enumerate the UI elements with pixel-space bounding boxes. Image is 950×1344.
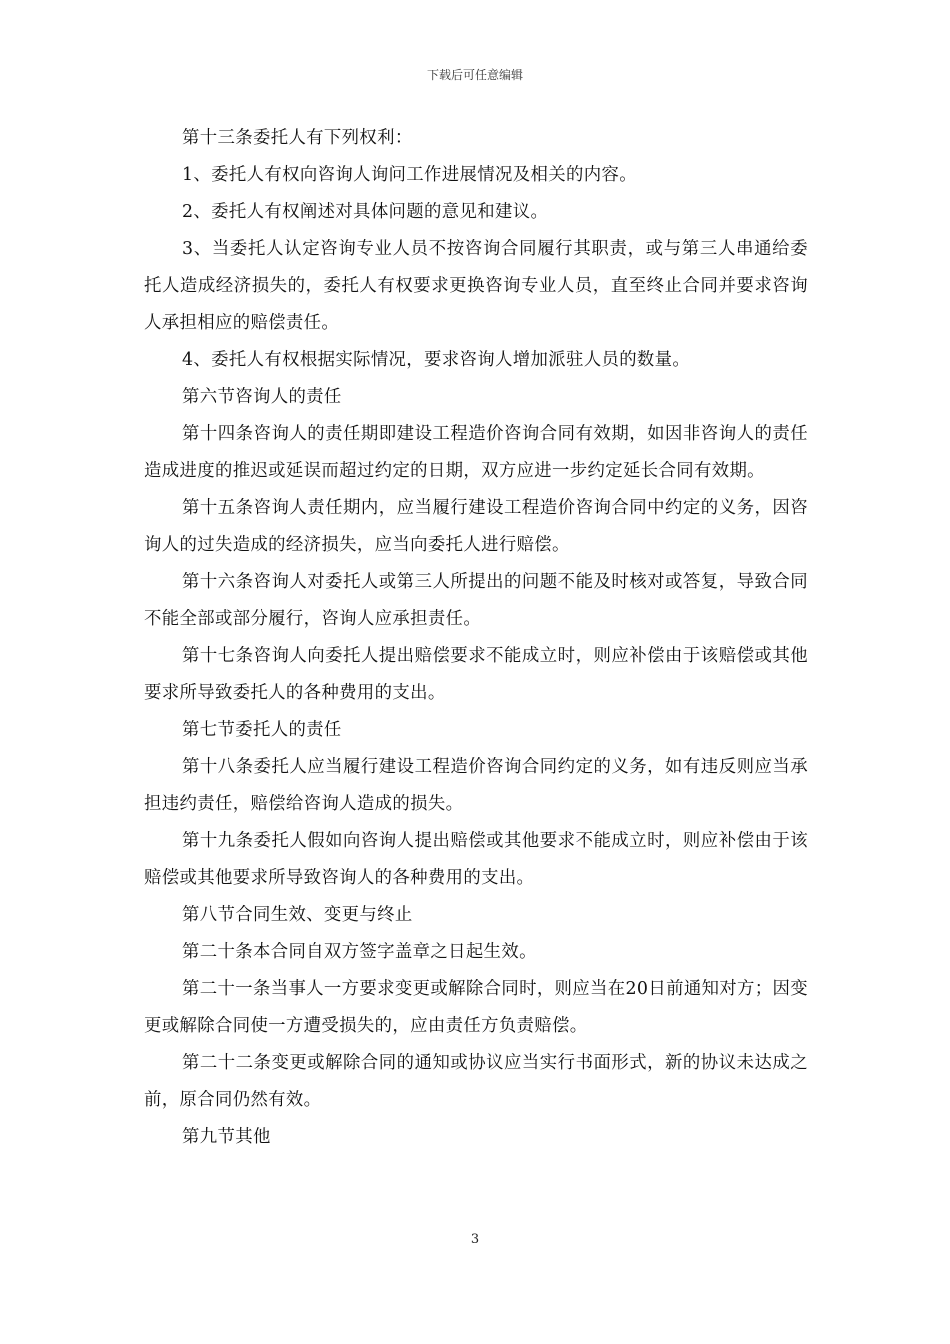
document-body [144,120,808,1156]
clause-13-heading: 第十三条委托人有下列权利： [182,128,413,148]
page-number: 3 [470,1232,480,1247]
page-header: 下载后可任意编辑 [426,68,523,82]
clause-14: 第十四条咨询人的责任期即建设工程造价咨询合同有效期，如因非咨询人的责任造成进度的推迟或延误而超过约定的日期，双方应进一步约定延长合同有效期。 [144,424,808,481]
clause-22: 第二十二条变更或解除合同的通知或协议应当实行书面形式，新的协议未达成之前，原合同仍然有效。 [144,1053,808,1110]
clause-18: 第十八条委托人应当履行建设工程造价咨询合同约定的义务，如有违反则应当承担违约责任，赔偿给咨询人造成的损失。 [144,757,808,814]
clause-20: 第二十条本合同自双方签字盖章之日起生效。 [182,942,537,962]
right-item-3: 3、当委托人认定咨询专业人员不按咨询合同履行其职责，或与第三人串通给委托人造成经济损失的，委托人有权要求更换咨询专业人员，直至终止合同并要求咨询人承担相应的赔偿责任。 [144,239,808,333]
clause-16: 第十六条咨询人对委托人或第三人所提出的问题不能及时核对或答复，导致合同不能全部或部分履行，咨询人应承担责任。 [144,572,808,629]
right-item-2: 2、委托人有权阐述对具体问题的意见和建议。 [182,202,549,222]
clause-21: 第二十一条当事人一方要求变更或解除合同时，则应当在20日前通知对方；因变更或解除合同使一方遭受损失的，应由责任方负责赔偿。 [144,979,809,1036]
section-9-heading: 第九节其他 [182,1127,271,1147]
right-item-1: 1、委托人有权向咨询人询问工作进展情况及相关的内容。 [182,165,637,185]
right-item-4: 4、委托人有权根据实际情况，要求咨询人增加派驻人员的数量。 [182,350,691,370]
clause-15: 第十五条咨询人责任期内，应当履行建设工程造价咨询合同中约定的义务，因咨询人的过失造成的经济损失，应当向委托人进行赔偿。 [144,498,808,555]
section-6-heading: 第六节咨询人的责任 [182,387,342,407]
clause-17: 第十七条咨询人向委托人提出赔偿要求不能成立时，则应补偿由于该赔偿或其他要求所导致委托人的各种费用的支出。 [144,646,808,703]
clause-19: 第十九条委托人假如向咨询人提出赔偿或其他要求不能成立时，则应补偿由于该赔偿或其他要求所导致咨询人的各种费用的支出。 [144,831,808,888]
section-8-heading: 第八节合同生效、变更与终止 [182,905,413,925]
section-7-heading: 第七节委托人的责任 [182,720,342,740]
